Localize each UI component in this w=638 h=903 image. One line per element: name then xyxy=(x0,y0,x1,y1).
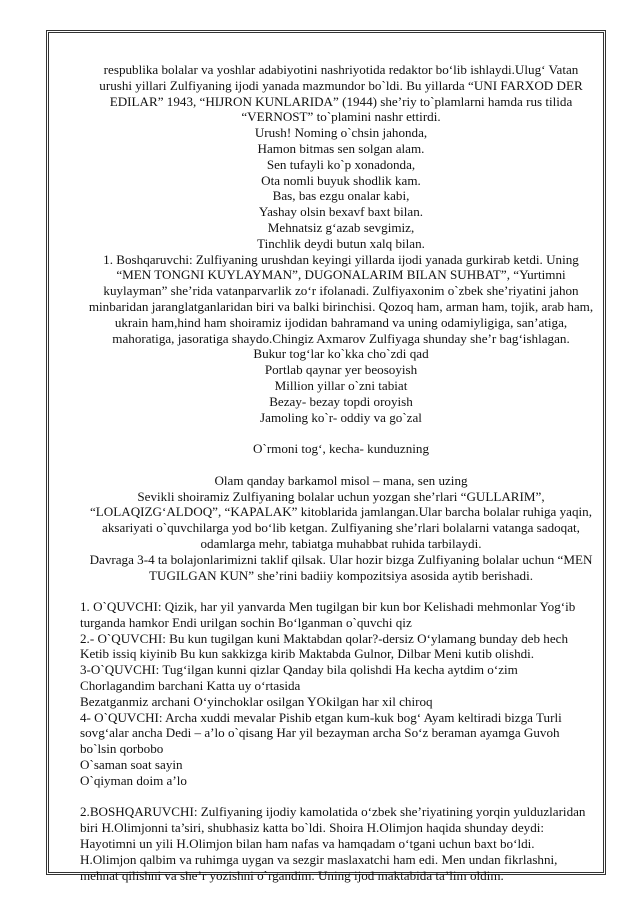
text-line: aksariyati o`quvchilarga yod bo‘lib ketgan. Zulfiyaning she’rlari bolalarni vatanga sadoqat, xyxy=(102,520,580,536)
text-line: 3-O`QUVCHI: Tug‘ilgan kunni qizlar Qanday bila qolishdi Ha kecha aytdim o‘zim xyxy=(80,662,518,678)
document-body xyxy=(80,62,602,883)
text-line: H.Olimjon qalbim va ruhimga uygan va sezgir maslaxatchi ham edi. Men undan fikrlashni, xyxy=(80,851,558,867)
blank-line xyxy=(80,583,602,599)
readers-section xyxy=(80,599,602,789)
poem-line: Jamoling ko`r- oddiy va go`zal xyxy=(260,409,422,425)
poem-line: Yashay olsin bexavf baxt bilan. xyxy=(258,204,424,220)
text-line: minbaridan jaranglatganlaridan biri va balki birinchisi. Qozoq ham, arman ham, tojik, arab ham, xyxy=(88,298,594,314)
poem-urush xyxy=(80,125,602,251)
poem-line: Ota nomli buyuk shodlik kam. xyxy=(261,172,421,188)
text-line: mehnat qilishni va she’r yozishni o`rgandim. Uning ijod maktabida ta’lim oldim. xyxy=(80,867,504,883)
text-line: “VERNOST” to`plamini nashr ettirdi. xyxy=(241,109,441,125)
poem-line: Urush! Noming o`chsin jahonda, xyxy=(254,125,428,141)
presenter-paragraph-1 xyxy=(80,252,602,347)
poem-line: Bukur tog‘lar ko`kka cho`zdi qad xyxy=(253,346,429,362)
text-line: Davraga 3-4 ta bolajonlarimizni taklif qilsak. Ular hozir bizga Zulfiyaning bolalar uchun “MEN xyxy=(89,551,593,567)
poem-line: Olam qanday barkamol misol – mana, sen uzing xyxy=(214,472,468,488)
poem-akhmarov xyxy=(80,346,602,488)
blank-line xyxy=(80,789,602,805)
text-line: Hayotimni un yili H.Olimjon bilan ham nafas va hamqadam o‘tgani uchun baxt bo‘ldi. xyxy=(80,836,535,852)
intro-paragraph xyxy=(80,62,602,125)
text-line: 1. O`QUVCHI: Qizik, har yil yanvarda Men tugilgan bir kun bor Kelishadi mehmonlar Yog‘ib xyxy=(80,599,576,615)
poem-line: Sen tufayli ko`p xonadonda, xyxy=(266,156,416,172)
text-line: O`saman soat sayin xyxy=(80,757,183,773)
presenter-paragraph-2 xyxy=(80,489,602,584)
poem-line: Mehnatsiz g‘azab sevgimiz, xyxy=(267,219,415,235)
text-line: mahoratiga, jasoratiga shaydo.Chingiz Axmarov Zulfiyaga shunday she’r bag‘ishlagan. xyxy=(112,330,570,346)
text-line: O`qiyman doim a’lo xyxy=(80,772,187,788)
blank-line xyxy=(80,457,602,473)
poem-line: Hamon bitmas sen solgan alam. xyxy=(257,140,425,156)
text-line: respublika bolalar va yoshlar adabiyotini nashriyotida redaktor bo‘lib ishlaydi.Ulug‘ Vatan xyxy=(103,62,579,77)
text-line: 1. Boshqaruvchi: Zulfiyaning urushdan keyingi yillarda ijodi yanada gurkirab ketdi. Uning xyxy=(103,251,579,267)
text-line: Sevikli shoiramiz Zulfiyaning bolalar uchun yozgan she’rlari “GULLARIM”, xyxy=(137,488,545,504)
blank-line xyxy=(80,425,602,441)
text-line: turganda hamkor Endi urilgan sochin Bo‘lganman o`quvchi qiz xyxy=(80,614,412,630)
poem-line: Bezay- bezay topdi oroyish xyxy=(269,393,413,409)
text-line: biri H.Olimjonni ta’siri, shubhasiz katta bo`ldi. Shoira H.Olimjon haqida shunday deydi: xyxy=(80,820,545,836)
text-line: kuylayman” she’rida vatanparvarlik zo‘r ifolanadi. Zulfiyaxonim o`zbek she’riyatini jahon xyxy=(103,283,579,299)
text-line: Chorlagandim barchani Katta uy o‘rtasida xyxy=(80,678,301,694)
poem-line: Tinchlik deydi butun xalq bilan. xyxy=(257,235,425,251)
text-line: bo`lsin qorbobo xyxy=(80,741,164,757)
text-line: TUGILGAN KUN” she’rini badiiy kompozitsiya asosida aytib berishadi. xyxy=(148,567,533,583)
text-line: 2.- O`QUVCHI: Bu kun tugilgan kuni Maktabdan qolar?-dersiz O‘ylamang bunday deb hech xyxy=(80,630,568,646)
presenter-paragraph-3 xyxy=(80,804,602,883)
poem-line: Million yillar o`zni tabiat xyxy=(274,377,408,393)
poem-line: O`rmoni tog‘, kecha- kunduzning xyxy=(253,441,429,457)
text-line: 4- O`QUVCHI: Archa xuddi mevalar Pishib etgan kum-kuk bog‘ Ayam keltiradi bizga Turli xyxy=(80,709,562,725)
text-line: Bezatganmiz archani O‘yinchoklar osilgan YOkilgan har xil chiroq xyxy=(80,693,433,709)
text-line: sovg‘alar ancha Dedi – a’lo o`qisang Har yil bezayman archa So‘z beraman ayamga Guvoh xyxy=(80,725,560,741)
text-line: EDILAR” 1943, “HIJRON KUNLARIDA” (1944) she’riy to`plamlarni hamda rus tilida xyxy=(109,93,573,109)
text-line: “LOLAQIZG‘ALDOQ”, “KAPALAK” kitoblarida jamlangan.Ular barcha bolalar ruhiga yaqin, xyxy=(89,504,592,520)
text-line: urushi yillari Zulfiyaning ijodi yanada mazmundor bo`ldi. Bu yillarda “UNI FARXOD DER xyxy=(99,77,583,93)
text-line: ukrain ham,hind ham shoiramiz ijodidan bahramand va uning odamiyligiga, san’atiga, xyxy=(114,314,568,330)
text-line: odamlarga mehr, tabiatga muhabbat ruhida tarbilaydi. xyxy=(200,535,482,551)
poem-line: Bas, bas ezgu onalar kabi, xyxy=(272,188,410,204)
text-line: “MEN TONGNI KUYLAYMAN”, DUGONALARIM BILAN SUHBAT”, “Yurtimni xyxy=(116,267,566,283)
text-line: 2.BOSHQARUVCHI: Zulfiyaning ijodiy kamolatida o‘zbek she’riyatining yorqin yulduzlaridan xyxy=(80,804,586,820)
text-line: Ketib issiq kiyinib Bu kun sakkizga kirib Maktabda Gulnor, Dilbar Meni kutib olishdi. xyxy=(80,646,535,662)
poem-line: Portlab qaynar yer beosoyish xyxy=(264,362,418,378)
